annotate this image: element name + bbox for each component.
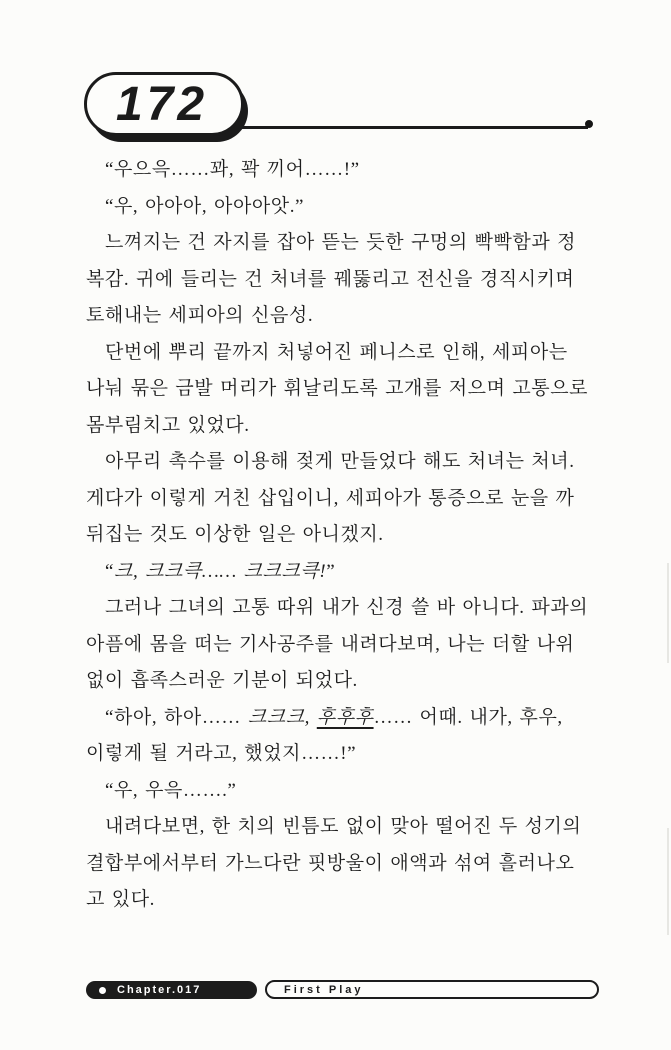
text-line (86, 846, 598, 883)
text-segment: “우, 아아아, 아아아앗.” (105, 195, 305, 217)
text-segment: 크, 크크큭…… 크크크큭! (114, 560, 327, 582)
text-line (86, 189, 598, 226)
text-line (86, 627, 598, 664)
text-segment: 느껴지는 건 자지를 잡아 뜯는 듯한 구멍의 빡빡함과 정 (105, 232, 577, 253)
text-line (86, 736, 598, 773)
page-edge-shadow (667, 563, 669, 663)
text-segment: 없이 흡족스러운 기분이 되었다. (86, 670, 358, 691)
text-segment: 크크크, (247, 706, 317, 728)
text-segment: “우, 우윽…….” (105, 779, 237, 801)
text-line (86, 700, 598, 737)
text-segment: “우으윽……꽈, 꽉 끼어……!” (105, 159, 360, 180)
section-badge (265, 980, 599, 999)
section-label: First Play (284, 983, 364, 996)
header-rule-line (240, 126, 588, 129)
text-line (86, 663, 598, 700)
page-number-badge (84, 72, 244, 136)
text-line (86, 262, 598, 299)
text-segment: 후후후 (316, 706, 374, 728)
text-segment: 결합부에서부터 가느다란 핏방울이 애액과 섞여 흘러나오 (86, 852, 575, 874)
text-segment: “ (105, 560, 115, 582)
text-line (86, 444, 598, 481)
text-segment: “하아, 하아…… (105, 706, 248, 728)
text-segment: 내려다보면, 한 치의 빈틈도 없이 맞아 떨어진 두 성기의 (105, 816, 582, 837)
text-line (86, 371, 598, 408)
text-segment: 그러나 그녀의 고통 따위 내가 신경 쓸 바 아니다. 파과의 (105, 597, 589, 618)
text-segment: …… 어때. 내가, 후우, (373, 706, 563, 728)
page-edge-shadow (667, 828, 669, 935)
text-segment: 나눠 묶은 금발 머리가 휘날리도록 고개를 저으며 고통으로 (86, 378, 589, 399)
text-line (86, 554, 598, 591)
text-segment: 복감. 귀에 들리는 건 처녀를 꿰뚫리고 전신을 경직시키며 (86, 268, 575, 290)
bullet-dot-icon (99, 987, 106, 994)
text-line (86, 335, 598, 372)
text-line (86, 882, 598, 919)
text-segment: 이렇게 될 거라고, 했었지……!” (86, 743, 357, 764)
text-segment: 고 있다. (86, 889, 155, 910)
ring-icon (585, 120, 593, 128)
text-line (86, 517, 598, 554)
text-segment: 뒤집는 것도 이상한 일은 아니겠지. (86, 524, 384, 545)
text-line (86, 773, 598, 810)
body-text (86, 152, 598, 919)
chapter-badge (86, 981, 257, 999)
text-segment: 아무리 촉수를 이용해 젖게 만들었다 해도 처녀는 처녀. (105, 451, 575, 472)
text-segment: ” (326, 560, 336, 582)
text-segment: 단번에 뿌리 끝까지 처넣어진 페니스로 인해, 세피아는 (105, 341, 568, 363)
text-segment: 아픔에 몸을 떠는 기사공주를 내려다보며, 나는 더할 나위 (86, 633, 575, 655)
text-line (86, 298, 598, 335)
text-segment: 몸부림치고 있었다. (86, 414, 250, 436)
text-line (86, 590, 598, 627)
chapter-label: Chapter.017 (117, 984, 202, 996)
text-line (86, 481, 598, 518)
text-line (86, 152, 598, 189)
page-number: 172 (115, 77, 209, 131)
text-segment: 토해내는 세피아의 신음성. (86, 305, 314, 326)
text-line (86, 809, 598, 846)
text-segment: 게다가 이렇게 거친 삽입이니, 세피아가 통증으로 눈을 까 (86, 487, 575, 509)
text-line (86, 408, 598, 445)
text-line (86, 225, 598, 262)
